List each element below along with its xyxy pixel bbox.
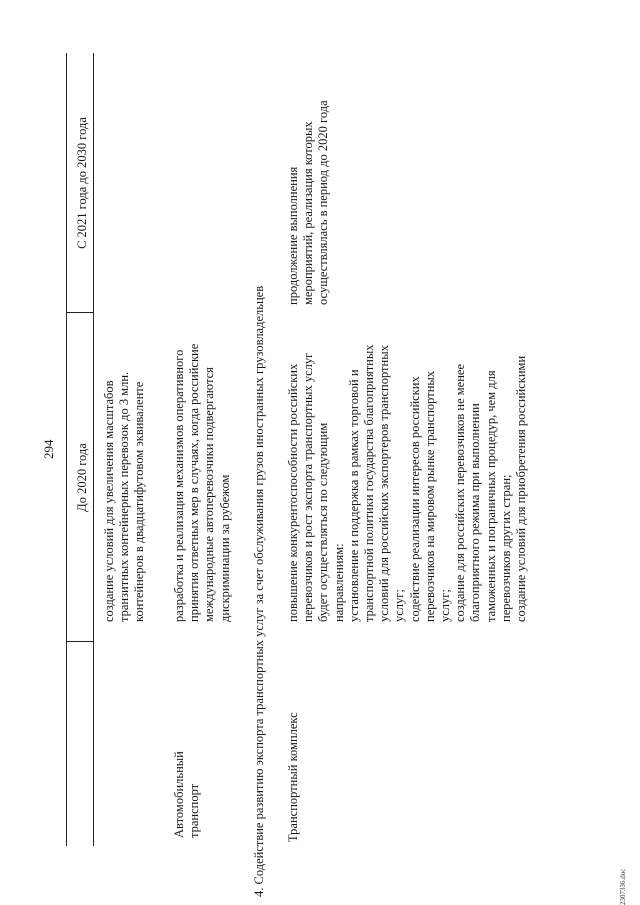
footer-code: 2307336.doc bbox=[619, 868, 627, 905]
table-top-border bbox=[66, 53, 67, 846]
row2-label: Автомобильный транспорт bbox=[172, 751, 202, 838]
table-header-border bbox=[93, 53, 94, 846]
row2-until-2020: разработка и реализация механизмов оперативного принятия ответных мер в случаях, когда российские международные автоперевозчики подвергаются дискриминации за рубежом bbox=[172, 343, 232, 622]
header-2021-2030: С 2021 года до 2030 года bbox=[75, 117, 89, 249]
row1-until-2020: создание условий для увеличения масштабов транзитных контейнерных перевозок до 3 млн. контейнеров в двадцатифутовом эквиваленте bbox=[102, 371, 147, 622]
section4-label: Транспортный комплекс bbox=[286, 712, 300, 842]
section4-until-2020: повышение конкурентоспособности российских перевозчиков и рост экспорта транспортных услуг будет осуществляться по следующим направлениям: установление и поддержка в рамках торговой и транспортной политики государства благоприятных условий для российских экспортеров транспортных услуг; содействие реализации интересов российских перевозчиков на мировом рынке транспортных услуг; создание для российских перевозчиков не менее благоприятного режима при выполнении таможенных и пограничных процедур, чем для перевозчиков других стран; создание условий для приобретения российскими bbox=[286, 344, 529, 622]
header-until-2020: До 2020 года bbox=[75, 443, 89, 512]
section-4-title: 4. Содействие развитию экспорта транспортных услуг за счет обслуживания грузов иностранных грузовладельцев bbox=[252, 285, 266, 897]
section4-from-2021: продолжение выполнения мероприятий, реализация которых осуществлялась в период до 2020 года bbox=[286, 100, 331, 305]
page-number: 294 bbox=[41, 439, 56, 459]
